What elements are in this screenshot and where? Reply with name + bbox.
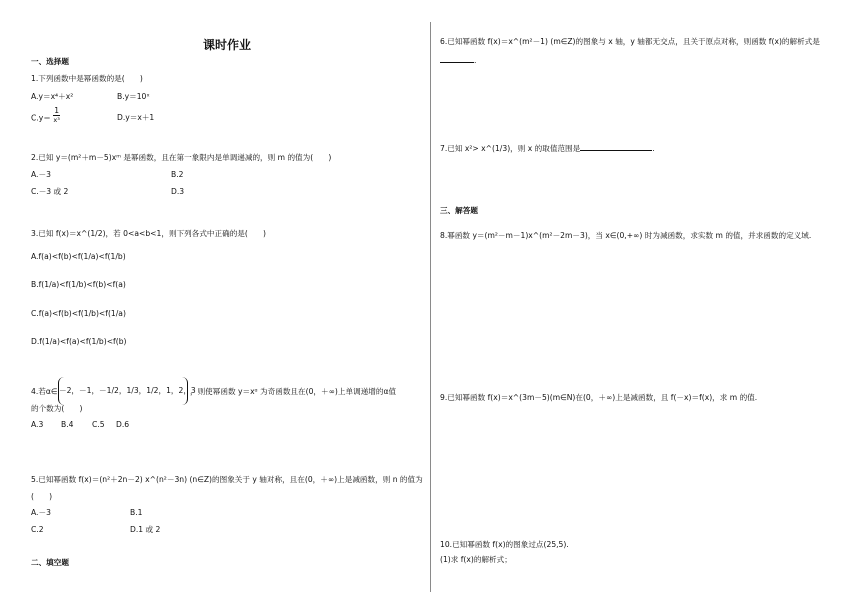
q3-option-c: C.f(a)<f(b)<f(1/b)<f(1/a) bbox=[31, 309, 126, 318]
section-answer-heading: 三、解答题 bbox=[440, 206, 478, 215]
q1-stem: 1.下列函数中是幂函数的是( ) bbox=[31, 74, 143, 83]
q3-option-b: B.f(1/a)<f(1/b)<f(b)<f(a) bbox=[31, 280, 126, 289]
section-fill-heading: 二、填空题 bbox=[31, 558, 69, 567]
page-title: 课时作业 bbox=[203, 38, 252, 52]
q7-stem bbox=[440, 142, 655, 154]
q4-option-c: C.5 bbox=[92, 420, 105, 429]
q4-stem-suffix: ，则使幂函数 y＝xᵅ 为奇函数且在(0，＋∞)上单调递增的α值 bbox=[190, 387, 397, 396]
q3-stem: 3.已知 f(x)＝x^(1/2)，若 0<a<b<1，则下列各式中正确的是( ) bbox=[31, 229, 267, 238]
q3-option-d: D.f(1/a)<f(a)<f(1/b)<f(b) bbox=[31, 337, 127, 346]
q4-stem-line2: 的个数为( ) bbox=[31, 404, 83, 413]
q3-option-a: A.f(a)<f(b)<f(1/a)<f(1/b) bbox=[31, 252, 126, 261]
q4-option-b: B.4 bbox=[61, 420, 74, 429]
q2-stem: 2.已知 y＝(m²＋m－5)xᵐ 是幂函数，且在第一象限内是单调递减的，则 m 的值为( ) bbox=[31, 153, 332, 162]
q5-stem-line2: ( ) bbox=[31, 492, 53, 501]
q1-option-c bbox=[31, 106, 60, 124]
q5-stem: 5.已知幂函数 f(x)＝(n²＋2n－2) x^(n²－3n) (n∈Z)的图象关于 y 轴对称，且在(0，＋∞)上是减函数，则 n 的值为 bbox=[31, 475, 423, 484]
q4-stem-prefix: 4.若α∈ bbox=[31, 387, 58, 396]
section-choice-heading: 一、选择题 bbox=[31, 57, 69, 66]
q5-option-a: A.－3 bbox=[31, 508, 51, 517]
q5-option-c: C.2 bbox=[31, 525, 44, 534]
q5-option-d: D.1 或 2 bbox=[130, 525, 161, 534]
q1-option-c-fraction: $\frac{1}{\text{x³}}$ bbox=[53, 106, 60, 124]
q1-option-d: D.y＝x＋1 bbox=[117, 113, 155, 122]
q4-value-set: －2，－1，－1/2，1/3，1/2，1，2，3 bbox=[58, 377, 188, 405]
q4-option-a: A.3 bbox=[31, 420, 44, 429]
q6-stem: 6.已知幂函数 f(x)＝x^(m²－1) (m∈Z)的图象与 x 轴，y 轴都无交点，且关于原点对称，则函数 f(x)的解析式是 bbox=[440, 37, 820, 46]
q2-option-b: B.2 bbox=[171, 170, 184, 179]
q10-part1: (1)求 f(x)的解析式； bbox=[440, 555, 512, 564]
q5-option-b: B.1 bbox=[130, 508, 143, 517]
q7-stem-suffix: . bbox=[652, 144, 655, 153]
q2-option-a: A.－3 bbox=[31, 170, 51, 179]
q1-option-a: A.y＝x⁴＋x² bbox=[31, 92, 74, 101]
q9-stem: 9.已知幂函数 f(x)＝x^(3m－5)(m∈N)在(0，＋∞)上是减函数，且 f(－x)＝f(x)，求 m 的值. bbox=[440, 393, 758, 402]
q10-stem: 10.已知幂函数 f(x)的图象过点(25,5). bbox=[440, 540, 569, 549]
q1-option-b: B.y＝10ˣ bbox=[117, 92, 150, 101]
q7-stem-prefix: 7.已知 x²> x^(1/3)，则 x 的取值范围是 bbox=[440, 144, 581, 153]
q2-option-d: D.3 bbox=[171, 187, 185, 196]
q1-option-c-label: C.y＝ bbox=[31, 113, 51, 123]
q4-option-d: D.6 bbox=[116, 420, 130, 429]
q2-option-c: C.－3 或 2 bbox=[31, 187, 69, 196]
q6-answer-blank: . bbox=[440, 54, 476, 66]
q7-blank-line bbox=[580, 142, 655, 153]
q8-stem: 8.幂函数 y＝(m²－m－1)x^(m²－2m－3)，当 x∈(0,+∞) 时为减函数，求实数 m 的值，并求函数的定义域. bbox=[440, 231, 812, 240]
column-divider bbox=[430, 22, 431, 592]
q6-blank-line bbox=[440, 54, 474, 63]
